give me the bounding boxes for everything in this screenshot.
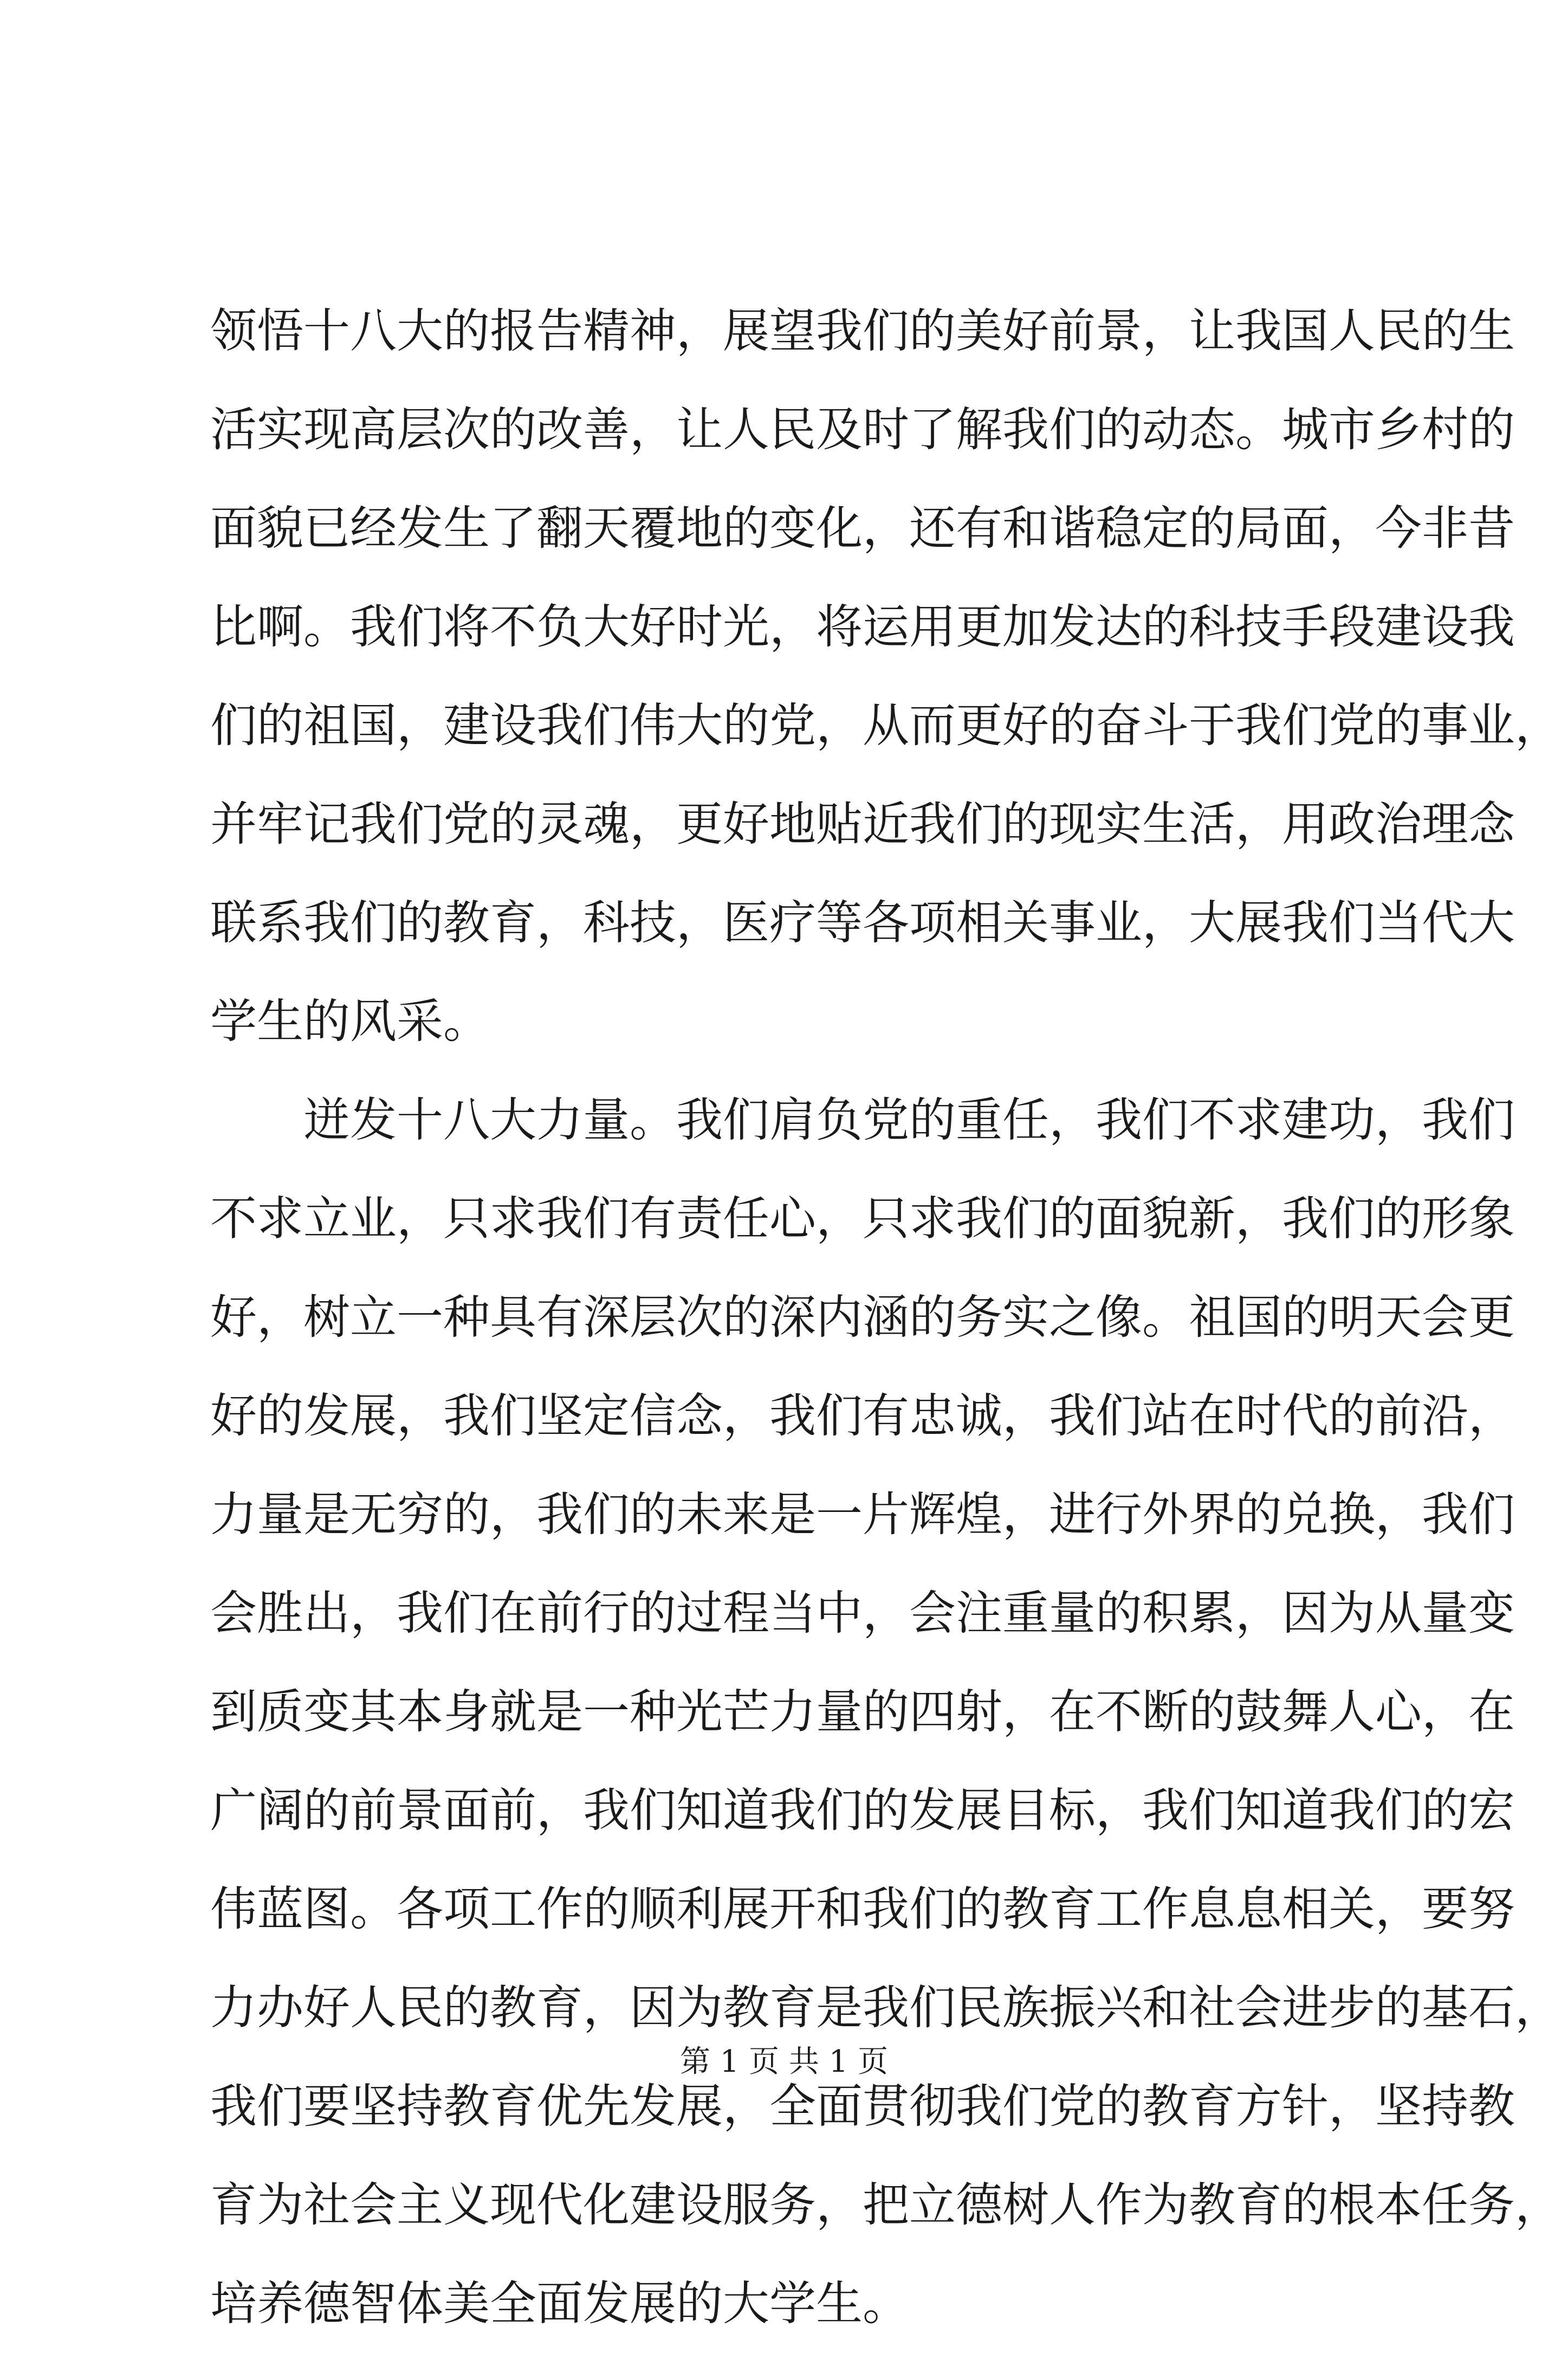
- text-line: 们的祖国，建设我们伟大的党，从而更好的奋斗于我们党的事业，: [210, 699, 1561, 753]
- text-line: 力办好人民的教育，因为教育是我们民族振兴和社会进步的基石，: [210, 1981, 1561, 2035]
- text-line: 不求立业，只求我们有责任心，只求我们的面貌新，我们的形象: [210, 1192, 1515, 1246]
- text-line: 好，树立一种具有深层次的深内涵的务实之像。祖国的明天会更: [210, 1290, 1515, 1344]
- text-line: 比啊。我们将不负大好时光，将运用更加发达的科技手段建设我: [210, 600, 1515, 654]
- text-line: 并牢记我们党的灵魂，更好地贴近我们的现实生活，用政治理念: [210, 797, 1515, 851]
- paragraph-first-line: 迸发十八大力量。我们肩负党的重任，我们不求建功，我们: [303, 1093, 1515, 1147]
- text-line: 好的发展，我们坚定信念，我们有忠诚，我们站在时代的前沿，: [210, 1389, 1515, 1443]
- page-footer: 第 1 页 共 1 页: [679, 2044, 889, 2079]
- text-line: 会胜出，我们在前行的过程当中，会注重量的积累，因为从量变: [210, 1586, 1515, 1640]
- text-line: 伟蓝图。各项工作的顺利展开和我们的教育工作息息相关，要努: [210, 1882, 1515, 1936]
- text-line: 学生的风采。: [210, 994, 490, 1049]
- text-line: 面貌已经发生了翻天覆地的变化，还有和谐稳定的局面，今非昔: [210, 501, 1515, 555]
- text-line: 力量是无穷的，我们的未来是一片辉煌，进行外界的兑换，我们: [210, 1488, 1515, 1542]
- text-line: 领悟十八大的报告精神，展望我们的美好前景，让我国人民的生: [210, 304, 1515, 358]
- text-line: 联系我们的教育，科技，医疗等各项相关事业，大展我们当代大: [210, 896, 1515, 950]
- text-line: 育为社会主义现代化建设服务，把立德树人作为教育的根本任务，: [210, 2178, 1561, 2232]
- text-line: 活实现高层次的改善，让人民及时了解我们的动态。城市乡村的: [210, 403, 1515, 457]
- text-line: 广阔的前景面前，我们知道我们的发展目标，我们知道我们的宏: [210, 1783, 1515, 1838]
- text-line: 到质变其本身就是一种光芒力量的四射，在不断的鼓舞人心，在: [210, 1685, 1515, 1739]
- text-line: 我们要坚持教育优先发展，全面贯彻我们党的教育方针，坚持教: [210, 2079, 1515, 2134]
- text-line: 培养德智体美全面发展的大学生。: [210, 2277, 909, 2331]
